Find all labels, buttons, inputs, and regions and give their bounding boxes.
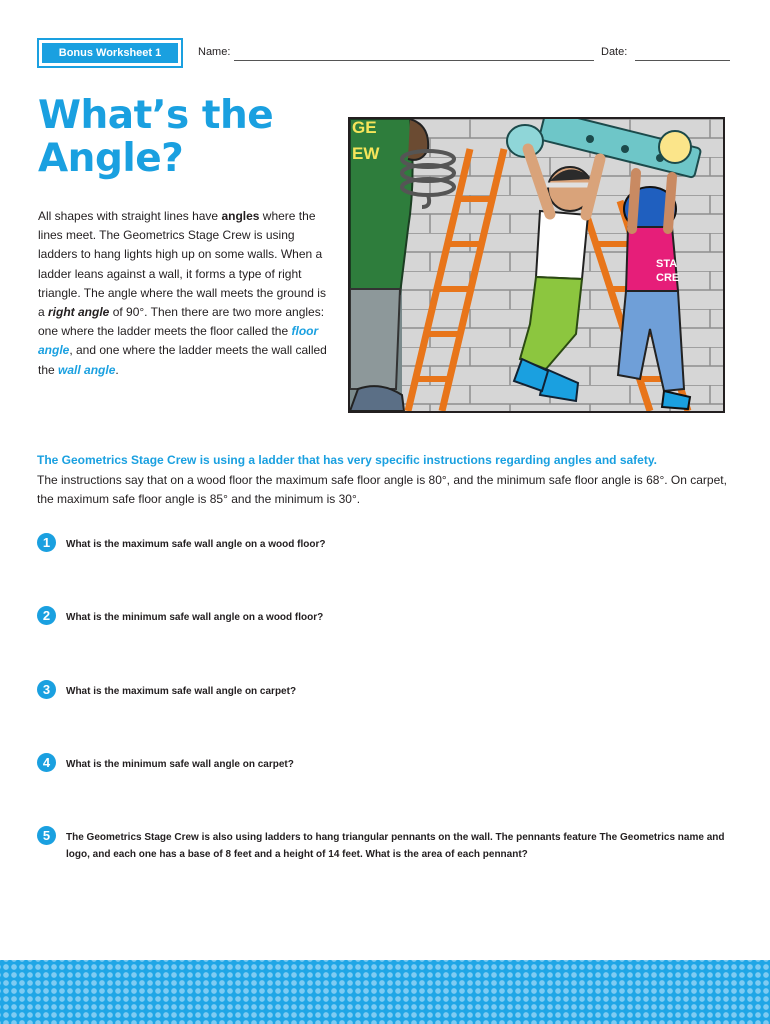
worksheet-badge <box>37 38 183 68</box>
term-angles: angles <box>221 209 260 223</box>
name-line[interactable] <box>234 60 594 61</box>
question-number: 5 <box>37 826 56 845</box>
title-line-1: What’s the <box>38 93 274 138</box>
term-right-angle: right angle <box>48 305 110 320</box>
question-text: What is the minimum safe wall angle on carpet? <box>66 759 294 770</box>
worksheet-badge-label: Bonus Worksheet 1 <box>42 43 178 63</box>
question-number: 3 <box>37 680 56 699</box>
problem-lead: The Geometrics Stage Crew is using a ladder that has very specific instructions regarding angles and safety. <box>37 453 657 467</box>
name-label: Name: <box>198 46 231 58</box>
shirt-text-right-1: STA <box>656 258 678 270</box>
question-number: 2 <box>37 606 56 625</box>
date-label: Date: <box>601 46 628 58</box>
ladder-illustration <box>348 117 725 413</box>
intro-text-2: where the lines meet. The Geometrics Stage Crew is using ladders to hang lights high up on some walls. When a ladder leans against a wall, it forms a type of right triangle. The angle where the wall meets the ground is a <box>38 209 326 320</box>
page-title <box>38 94 273 180</box>
intro-text-4: , and one where the ladder meets the wall called the <box>38 343 327 377</box>
question-text: The Geometrics Stage Crew is also using ladders to hang triangular pennants on the wall. The pennants feature The Geometrics name and logo, and each one has a base of 8 feet and a height of 14 feet. What is the area of each pennant? <box>66 832 725 860</box>
problem-text: The instructions say that on a wood floor the maximum safe floor angle is 80°, and the minimum safe floor angle is 68°. On carpet, the maximum safe floor angle is 85° and the minimum is 30°. <box>37 473 727 506</box>
intro-text-5: . <box>115 362 119 377</box>
intro-paragraph <box>38 207 328 380</box>
term-wall-angle: wall angle <box>58 362 116 377</box>
title-line-2: Angle? <box>38 136 184 181</box>
question-number: 4 <box>37 753 56 772</box>
question-text: What is the maximum safe wall angle on a wood floor? <box>66 539 326 550</box>
date-line[interactable] <box>635 60 730 61</box>
question-number: 1 <box>37 533 56 552</box>
intro-text-3: of 90°. Then there are two more angles: one where the ladder meets the floor called the <box>38 305 325 339</box>
question-text: What is the minimum safe wall angle on a wood floor? <box>66 612 324 623</box>
shirt-text-right-2: CRE <box>656 272 680 284</box>
shirt-text-left-2: EW <box>352 144 380 163</box>
intro-text-1: All shapes with straight lines have <box>38 209 222 223</box>
footer-dot-band <box>0 960 770 1024</box>
stage-crew-scene <box>350 119 723 411</box>
question-text: What is the maximum safe wall angle on carpet? <box>66 686 297 697</box>
shirt-text-left-1: GE <box>352 119 377 137</box>
term-floor-angle: floor angle <box>38 324 319 358</box>
